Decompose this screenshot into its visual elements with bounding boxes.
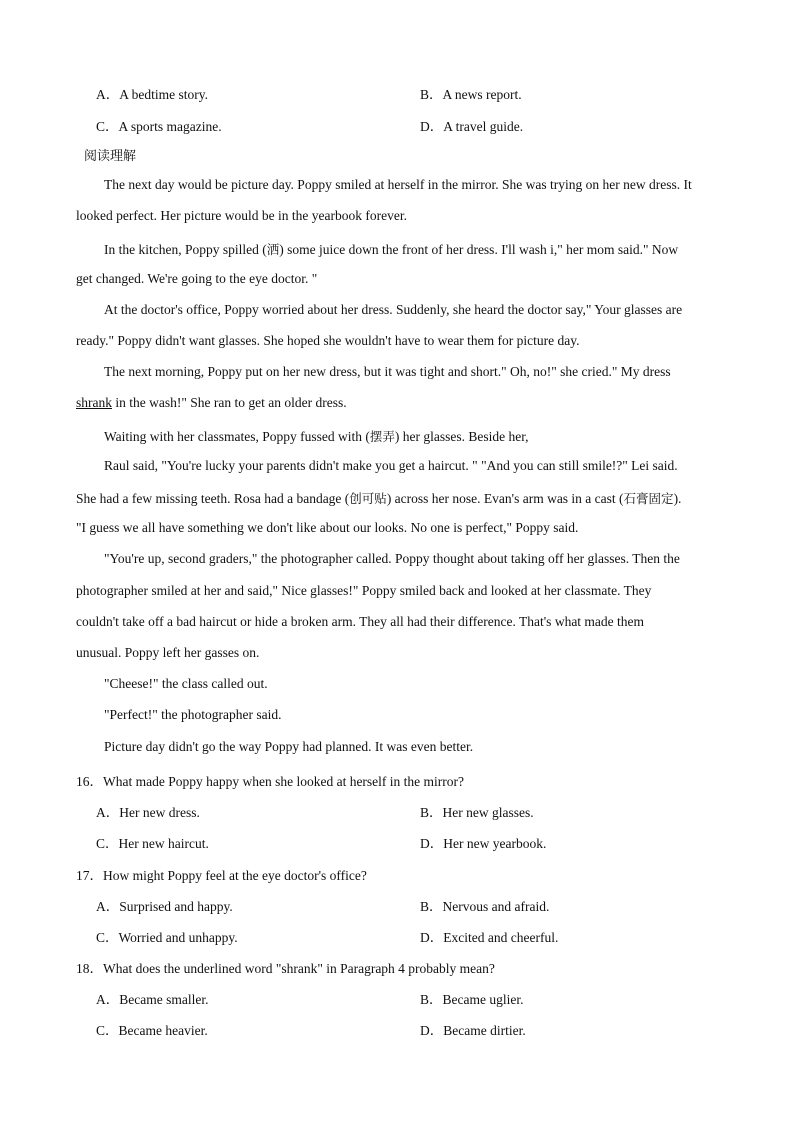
- passage-line: unusual. Poppy left her gasses on.: [76, 645, 260, 660]
- passage-line: photographer smiled at her and said," Nice glasses!" Poppy smiled back and looked at her classmate. They: [76, 583, 652, 598]
- option-a: A．Surprised and happy.: [96, 899, 233, 914]
- passage-line: "Cheese!" the class called out.: [104, 676, 268, 691]
- passage-line: [104, 427, 529, 445]
- passage-line: [76, 489, 681, 507]
- passage-line: "Perfect!" the photographer said.: [104, 707, 282, 722]
- question-stem: 16．What made Poppy happy when she looked at herself in the mirror?: [76, 774, 465, 789]
- option-row: [0, 832, 794, 852]
- passage-line: "You're up, second graders," the photographer called. Poppy thought about taking off her glasses. Then the: [104, 551, 680, 566]
- option-c: C．A sports magazine.: [96, 119, 222, 134]
- option-row: [0, 988, 794, 1008]
- text-run: in the wash!" She ran to get an older dress.: [112, 395, 347, 410]
- option-a: A．Became smaller.: [96, 992, 209, 1007]
- option-c: C．Her new haircut.: [96, 836, 209, 851]
- option-b: B．Nervous and afraid.: [420, 899, 550, 914]
- option-row: [0, 115, 794, 135]
- option-d: D．A travel guide.: [420, 119, 524, 134]
- option-row: [0, 926, 794, 946]
- underlined-word: shrank: [76, 395, 112, 410]
- passage-line: The next morning, Poppy put on her new dress, but it was tight and short." Oh, no!" she cried." My dress: [104, 364, 671, 379]
- question-stem: 18．What does the underlined word "shrank" in Paragraph 4 probably mean?: [76, 961, 495, 976]
- option-b: B．A news report.: [420, 87, 522, 102]
- text-run: In the kitchen, Poppy spilled (: [104, 242, 267, 257]
- option-row: [0, 801, 794, 821]
- option-a: A．Her new dress.: [96, 805, 200, 820]
- option-b: B．Became uglier.: [420, 992, 524, 1007]
- option-c: C．Became heavier.: [96, 1023, 208, 1038]
- option-row: [0, 895, 794, 915]
- text-run: Waiting with her classmates, Poppy fussed with (: [104, 429, 370, 444]
- option-d: D．Became dirtier.: [420, 1023, 526, 1038]
- option-d: D．Excited and cheerful.: [420, 930, 559, 945]
- option-d: D．Her new yearbook.: [420, 836, 547, 851]
- question-stem: 17．How might Poppy feel at the eye doctor's office?: [76, 868, 367, 883]
- option-row: [0, 83, 794, 103]
- text-run: ).: [673, 491, 682, 506]
- passage-line: looked perfect. Her picture would be in the yearbook forever.: [76, 208, 407, 223]
- passage-line: Picture day didn't go the way Poppy had planned. It was even better.: [104, 739, 474, 754]
- option-a: A．A bedtime story.: [96, 87, 208, 102]
- option-row: [0, 1019, 794, 1039]
- text-run: ) her glasses. Beside her,: [394, 429, 529, 444]
- passage-line: couldn't take off a bad haircut or hide a broken arm. They all had their difference. That's what made them: [76, 614, 645, 629]
- option-b: B．Her new glasses.: [420, 805, 534, 820]
- passage-line: At the doctor's office, Poppy worried about her dress. Suddenly, she heard the doctor say," Your glasses are: [104, 302, 683, 317]
- section-title: 阅读理解: [84, 149, 137, 164]
- option-c: C．Worried and unhappy.: [96, 930, 238, 945]
- text-run: ) some juice down the front of her dress. I'll wash i," her mom said." Now: [279, 242, 679, 257]
- passage-line: [104, 240, 678, 258]
- passage-line: "I guess we all have something we don't like about our looks. No one is perfect," Poppy said.: [76, 520, 579, 535]
- passage-line: Raul said, "You're lucky your parents didn't make you get a haircut. " "And you can still smile!?" Lei said.: [104, 458, 678, 473]
- chinese-gloss: 石膏固定: [623, 491, 674, 506]
- passage-line: The next day would be picture day. Poppy smiled at herself in the mirror. She was trying on her new dress. It: [104, 177, 692, 192]
- text-run: ) across her nose. Evan's arm was in a cast (: [386, 491, 624, 506]
- chinese-gloss: 创可贴: [349, 491, 387, 506]
- passage-line: [76, 395, 347, 411]
- passage-line: ready." Poppy didn't want glasses. She hoped she wouldn't have to wear them for picture day.: [76, 333, 580, 348]
- chinese-gloss: 摆弄: [369, 429, 395, 444]
- passage-line: get changed. We're going to the eye doctor. ": [76, 271, 318, 286]
- text-run: She had a few missing teeth. Rosa had a bandage (: [76, 491, 350, 506]
- chinese-gloss: 洒: [266, 242, 280, 257]
